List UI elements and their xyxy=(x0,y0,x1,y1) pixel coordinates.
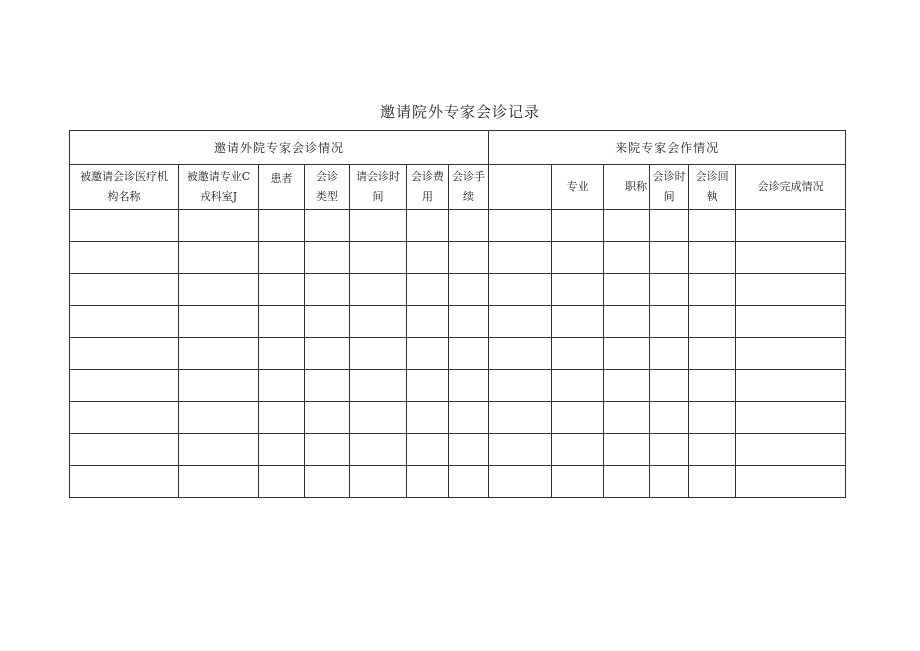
table-cell xyxy=(736,306,846,338)
table-cell xyxy=(259,338,305,370)
table-cell xyxy=(407,402,449,434)
group-header-row xyxy=(70,131,846,165)
column-header-blank xyxy=(489,165,552,210)
table-cell xyxy=(179,370,259,402)
table-cell xyxy=(552,338,604,370)
table-cell xyxy=(650,466,689,498)
table-cell xyxy=(179,402,259,434)
table-cell xyxy=(70,466,179,498)
table-row xyxy=(70,306,846,338)
table-cell xyxy=(650,338,689,370)
table-cell xyxy=(305,274,350,306)
table-cell xyxy=(179,434,259,466)
table-cell xyxy=(489,210,552,242)
table-cell xyxy=(70,306,179,338)
table-cell xyxy=(650,402,689,434)
column-header-completion: 会诊完成情况 xyxy=(736,165,846,210)
table-row xyxy=(70,210,846,242)
table-cell xyxy=(350,306,407,338)
table-row xyxy=(70,338,846,370)
table-cell xyxy=(552,274,604,306)
table-cell xyxy=(259,210,305,242)
table-cell xyxy=(650,242,689,274)
table-cell xyxy=(689,242,736,274)
table-cell xyxy=(305,306,350,338)
table-cell xyxy=(305,402,350,434)
table-cell xyxy=(736,242,846,274)
column-header-fee: 会诊费用 xyxy=(407,165,449,210)
group-header-visiting-expert: 来院专家会作情况 xyxy=(489,131,846,165)
table-row xyxy=(70,434,846,466)
table-cell xyxy=(552,434,604,466)
table-cell xyxy=(407,274,449,306)
table-row xyxy=(70,466,846,498)
table-cell xyxy=(449,242,489,274)
table-cell xyxy=(449,274,489,306)
table-cell xyxy=(736,402,846,434)
table-cell xyxy=(259,466,305,498)
table-cell xyxy=(736,466,846,498)
table-cell xyxy=(449,434,489,466)
table-cell xyxy=(305,370,350,402)
table-cell xyxy=(350,434,407,466)
column-header-title: 职称 xyxy=(604,165,650,210)
column-header-specialty: 专业 xyxy=(552,165,604,210)
column-header-request-time: 请会诊时间 xyxy=(350,165,407,210)
table-cell xyxy=(489,466,552,498)
table-row xyxy=(70,370,846,402)
table-cell xyxy=(689,402,736,434)
table-cell xyxy=(407,466,449,498)
table-cell xyxy=(259,274,305,306)
column-header-row xyxy=(70,165,846,210)
table-cell xyxy=(407,370,449,402)
table-cell xyxy=(179,466,259,498)
table-cell xyxy=(70,370,179,402)
table-cell xyxy=(259,402,305,434)
table-cell xyxy=(449,210,489,242)
table-cell xyxy=(604,274,650,306)
table-cell xyxy=(179,274,259,306)
table-cell xyxy=(350,274,407,306)
table-cell xyxy=(552,402,604,434)
table-cell xyxy=(179,210,259,242)
table-cell xyxy=(689,210,736,242)
column-header-consultation-time: 会诊时间 xyxy=(650,165,689,210)
table-cell xyxy=(650,370,689,402)
table-cell xyxy=(650,434,689,466)
table-cell xyxy=(736,338,846,370)
column-header-institution: 被邀请会诊医疗机构名称 xyxy=(70,165,179,210)
table-cell xyxy=(259,306,305,338)
table-cell xyxy=(179,306,259,338)
column-header-receipt: 会诊回執 xyxy=(689,165,736,210)
table-cell xyxy=(305,210,350,242)
table-cell xyxy=(70,274,179,306)
table-cell xyxy=(70,210,179,242)
table-cell xyxy=(552,210,604,242)
table-cell xyxy=(604,434,650,466)
table-cell xyxy=(407,210,449,242)
column-header-patient: 患者 xyxy=(259,165,305,210)
page-title: 邀请院外专家会诊记录 xyxy=(379,103,540,121)
table-cell xyxy=(736,434,846,466)
table-cell xyxy=(689,338,736,370)
column-header-procedure: 会诊手续 xyxy=(449,165,489,210)
table-cell xyxy=(604,210,650,242)
column-header-consultation-type: 会诊类型 xyxy=(305,165,350,210)
table-cell xyxy=(259,434,305,466)
table-cell xyxy=(305,434,350,466)
table-cell xyxy=(70,402,179,434)
table-cell xyxy=(489,370,552,402)
consultation-record-table xyxy=(69,130,846,498)
column-header-specialty-department: 被邀请专业C 戎科室J xyxy=(179,165,259,210)
table-cell xyxy=(552,306,604,338)
table-cell xyxy=(407,306,449,338)
table-cell xyxy=(350,338,407,370)
table-cell xyxy=(552,466,604,498)
table-cell xyxy=(489,306,552,338)
table-cell xyxy=(604,370,650,402)
table-cell xyxy=(259,242,305,274)
table-cell xyxy=(736,370,846,402)
group-header-outside-consultation: 邀请外院专家会诊情况 xyxy=(70,131,489,165)
table-cell xyxy=(179,338,259,370)
table-cell xyxy=(604,306,650,338)
table-cell xyxy=(350,466,407,498)
table-cell xyxy=(259,370,305,402)
table-cell xyxy=(305,242,350,274)
table-cell xyxy=(552,370,604,402)
table-cell xyxy=(689,466,736,498)
table-cell xyxy=(407,434,449,466)
table-cell xyxy=(449,306,489,338)
table-row xyxy=(70,402,846,434)
table-cell xyxy=(305,338,350,370)
table-cell xyxy=(736,274,846,306)
table-cell xyxy=(449,338,489,370)
table-cell xyxy=(604,402,650,434)
table-cell xyxy=(736,210,846,242)
table-cell xyxy=(407,338,449,370)
table-cell xyxy=(650,274,689,306)
table-cell xyxy=(449,402,489,434)
table-row xyxy=(70,242,846,274)
table-cell xyxy=(449,466,489,498)
table-cell xyxy=(70,434,179,466)
table-row xyxy=(70,274,846,306)
table-cell xyxy=(350,370,407,402)
table-cell xyxy=(350,242,407,274)
table-cell xyxy=(604,338,650,370)
table-cell xyxy=(604,466,650,498)
table-cell xyxy=(407,242,449,274)
table-cell xyxy=(350,402,407,434)
table-cell xyxy=(70,242,179,274)
table-cell xyxy=(70,338,179,370)
table-cell xyxy=(604,242,650,274)
table-cell xyxy=(689,274,736,306)
table-cell xyxy=(552,242,604,274)
table-cell xyxy=(305,466,350,498)
table-cell xyxy=(179,242,259,274)
table-cell xyxy=(489,274,552,306)
table-cell xyxy=(689,434,736,466)
table-cell xyxy=(350,210,407,242)
table-cell xyxy=(689,306,736,338)
table-cell xyxy=(650,306,689,338)
table-cell xyxy=(489,434,552,466)
table-cell xyxy=(489,242,552,274)
table-cell xyxy=(489,402,552,434)
table-cell xyxy=(650,210,689,242)
table-cell xyxy=(449,370,489,402)
table-cell xyxy=(489,338,552,370)
table-cell xyxy=(689,370,736,402)
